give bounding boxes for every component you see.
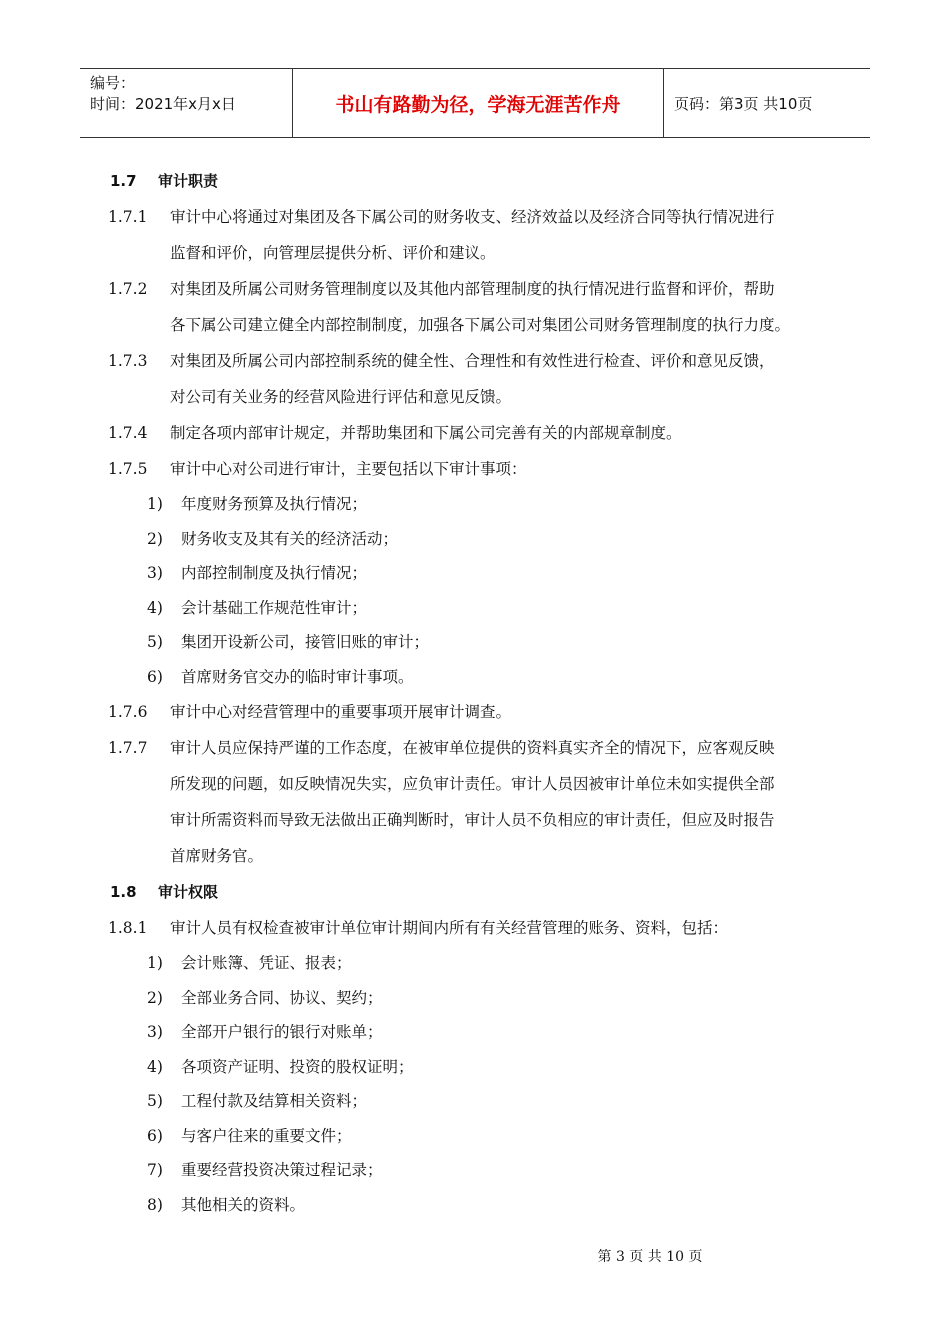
clause-text: 对公司有关业务的经营风险进行评估和意见反馈。 — [170, 388, 512, 406]
clause-number: 1.7.4 — [108, 424, 148, 442]
section-heading: 审计职责 — [158, 172, 219, 190]
list-item-number: 8) — [147, 1195, 163, 1214]
list-item-text: 首席财务官交办的临时审计事项。 — [181, 667, 414, 686]
clause-text: 审计中心对经营管理中的重要事项开展审计调查。 — [170, 703, 512, 721]
page-footer — [0, 1246, 950, 1266]
footer-page-number: 第 3 页 共 10 页 — [597, 1249, 703, 1265]
list-item — [80, 660, 870, 695]
clause-line — [80, 766, 870, 802]
list-item — [80, 1084, 870, 1119]
list-item — [80, 1015, 870, 1050]
list-item-text: 与客户往来的重要文件； — [181, 1126, 352, 1145]
list-item-text: 年度财务预算及执行情况； — [181, 495, 368, 513]
list-item — [80, 946, 870, 981]
clause-text: 审计人员应保持严谨的工作态度，在被审单位提供的资料真实齐全的情况下，应客观反映 — [170, 739, 775, 757]
list-item-number: 3) — [147, 1023, 163, 1041]
code-label: 编号： — [90, 74, 136, 92]
list-item — [80, 1188, 870, 1223]
clause-number: 1.7.2 — [108, 280, 148, 298]
clause-text: 审计人员有权检查被审计单位审计期间内所有有关经营管理的账务、资料，包括： — [170, 919, 729, 937]
list-item-text: 财务收支及其有关的经济活动； — [181, 529, 399, 548]
list-item-number: 5) — [147, 633, 163, 651]
header-slogan: 书山有路勤为径，学海无涯苦作舟 — [293, 69, 664, 137]
clause-line — [80, 838, 870, 874]
date-line: 时间：2021年x月x日 — [90, 95, 236, 113]
clause-text: 审计中心对公司进行审计，主要包括以下审计事项： — [170, 460, 527, 478]
clause-text: 审计中心将通过对集团及各下属公司的财务收支、经济效益以及经济合同等执行情况进行 — [170, 208, 775, 226]
list-item-text: 重要经营投资决策过程记录； — [181, 1161, 383, 1179]
clause-number: 1.7.3 — [108, 352, 148, 370]
list-item — [80, 1119, 870, 1154]
clause-line — [80, 235, 870, 271]
list-item-text: 全部业务合同、协议、契约； — [181, 988, 383, 1007]
page-header — [80, 68, 870, 138]
clause-text: 首席财务官。 — [170, 847, 264, 865]
section-number: 1.7 — [110, 172, 137, 190]
clause-text: 对集团及所属公司财务管理制度以及其他内部管理制度的执行情况进行监督和评价，帮助 — [170, 280, 775, 298]
list-item — [80, 1050, 870, 1085]
document-body — [80, 163, 870, 1222]
list-item — [80, 556, 870, 591]
section-title — [80, 163, 870, 199]
list-item-number: 7) — [147, 1161, 163, 1179]
list-item — [80, 522, 870, 557]
list-item-text: 内部控制制度及执行情况； — [181, 564, 368, 582]
header-meta — [80, 69, 293, 137]
list-item — [80, 981, 870, 1016]
section-number: 1.8 — [110, 883, 137, 901]
clause-number: 1.8.1 — [108, 919, 148, 937]
clause-text: 审计所需资料而导致无法做出正确判断时，审计人员不负相应的审计责任，但应及时报告 — [170, 811, 775, 829]
list-item — [80, 625, 870, 660]
list-item-number: 5) — [147, 1092, 163, 1110]
list-item-number: 4) — [147, 598, 163, 617]
list-item-number: 6) — [147, 1126, 163, 1145]
list-item — [80, 591, 870, 626]
clause-number: 1.7.5 — [108, 460, 148, 478]
section-title — [80, 874, 870, 910]
clause-text: 制定各项内部审计规定，并帮助集团和下属公司完善有关的内部规章制度。 — [170, 424, 682, 442]
list-item-number: 2) — [147, 529, 163, 548]
clause-line — [80, 451, 870, 487]
list-item-number: 1) — [147, 954, 163, 972]
list-item-text: 全部开户银行的银行对账单； — [181, 1023, 383, 1041]
list-item-text: 工程付款及结算相关资料； — [181, 1092, 368, 1110]
list-item-text: 集团开设新公司，接管旧账的审计； — [181, 633, 430, 651]
clause-line — [80, 343, 870, 379]
clause-text: 对集团及所属公司内部控制系统的健全性、合理性和有效性进行检查、评价和意见反馈， — [170, 352, 775, 370]
clause-number: 1.7.6 — [108, 703, 148, 721]
clause-number: 1.7.1 — [108, 208, 148, 226]
header-page-info: 页码：第3页 共10页 — [674, 94, 813, 113]
clause-line — [80, 271, 870, 307]
clause-line — [80, 415, 870, 451]
clause-line — [80, 199, 870, 235]
clause-text: 监督和评价，向管理层提供分析、评价和建议。 — [170, 244, 496, 262]
clause-line — [80, 307, 870, 343]
list-item — [80, 1153, 870, 1188]
list-item-text: 其他相关的资料。 — [181, 1195, 306, 1214]
clause-text: 各下属公司建立健全内部控制制度，加强各下属公司对集团公司财务管理制度的执行力度。 — [170, 316, 791, 334]
clause-text: 所发现的问题，如反映情况失实，应负审计责任。审计人员因被审计单位未如实提供全部 — [170, 775, 775, 793]
list-item-text: 各项资产证明、投资的股权证明； — [181, 1057, 414, 1076]
clause-line — [80, 802, 870, 838]
list-item-number: 1) — [147, 495, 163, 513]
list-item-number: 6) — [147, 667, 163, 686]
list-item-number: 4) — [147, 1057, 163, 1076]
list-item-number: 3) — [147, 564, 163, 582]
section-heading: 审计权限 — [158, 883, 219, 901]
clause-line — [80, 379, 870, 415]
list-item-text: 会计基础工作规范性审计； — [181, 598, 368, 617]
clause-line — [80, 694, 870, 730]
list-item — [80, 487, 870, 522]
clause-line — [80, 730, 870, 766]
list-item-number: 2) — [147, 988, 163, 1007]
clause-number: 1.7.7 — [108, 739, 148, 757]
clause-line — [80, 910, 870, 946]
list-item-text: 会计账簿、凭证、报表； — [181, 954, 352, 972]
